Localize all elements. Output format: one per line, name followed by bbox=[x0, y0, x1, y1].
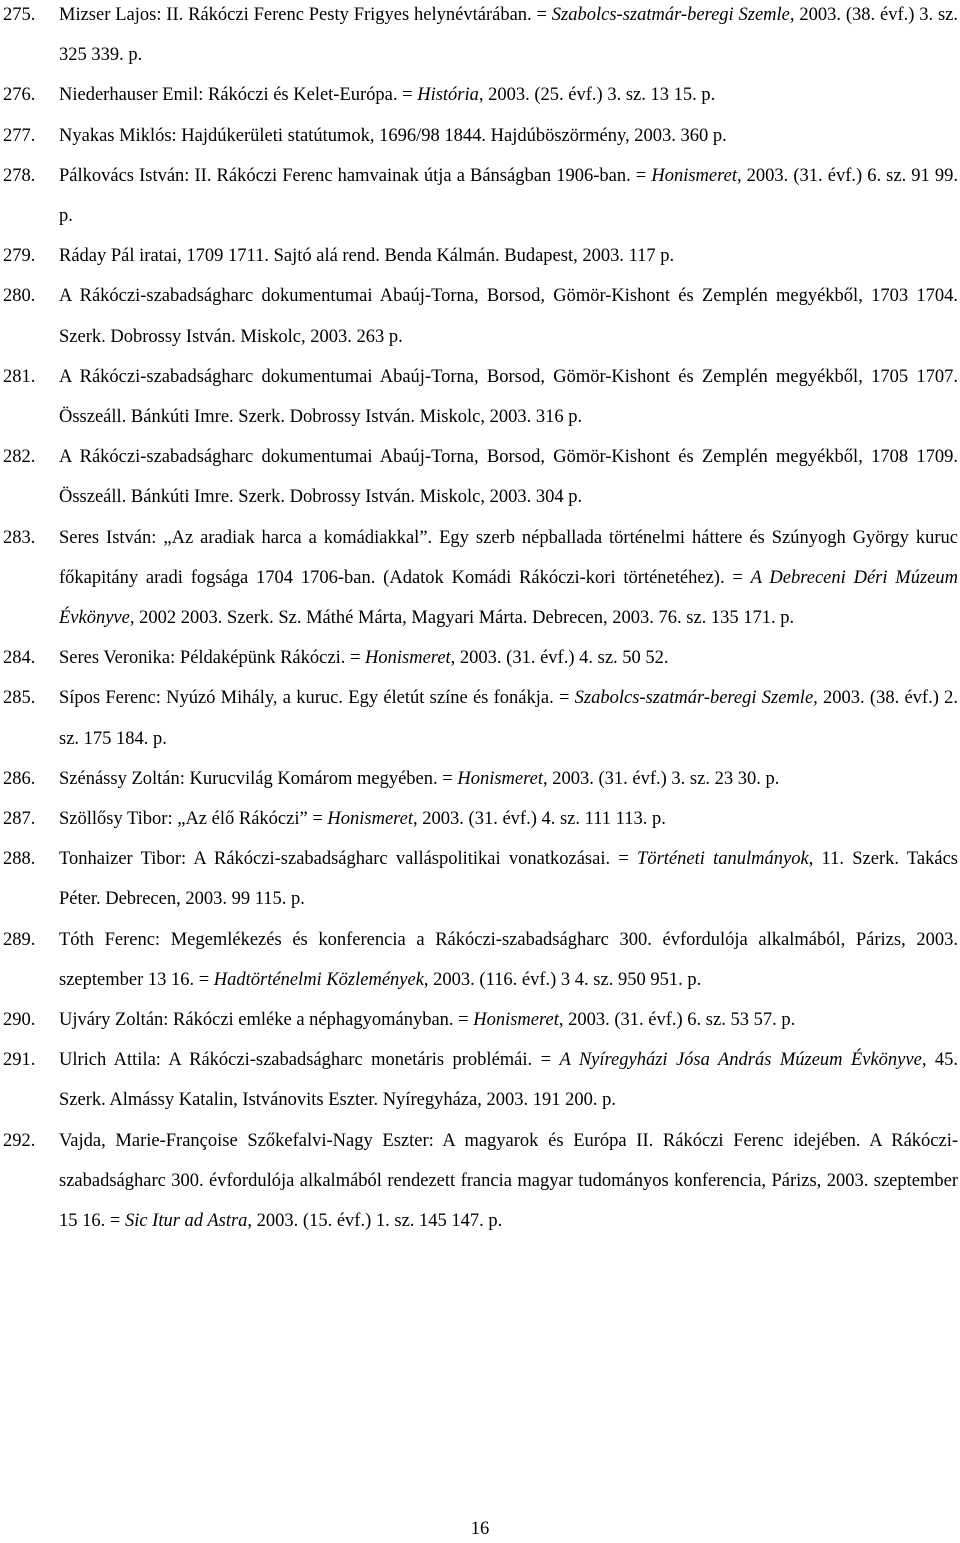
page-number: 16 bbox=[470, 1519, 490, 1539]
entry-text bbox=[59, 75, 958, 115]
entry-text-segment: Szénássy Zoltán: Kurucvilág Komárom megyében. = bbox=[59, 768, 458, 789]
entry-number: 281. bbox=[3, 366, 36, 387]
entry-text-segment: , 2003. (116. évf.) 3 4. sz. 950 951. p. bbox=[423, 969, 702, 990]
entry-text-segment: Vajda, Marie-Françoise Szőkefalvi-Nagy Eszter: A magyarok és Európa II. Rákóczi Ferenc idejében. A Rákóczi-szabadságharc 300. évfordulója alkalmából rendezett francia magyar tudományos konferencia, Párizs, 2003. szeptember 15 16. = bbox=[59, 1130, 958, 1232]
entry-text-segment: , 2003. (31. évf.) 4. sz. 50 52. bbox=[450, 648, 669, 669]
entry-source-title: Hadtörténelmi Közlemények bbox=[213, 969, 424, 990]
entry-text bbox=[59, 1000, 958, 1040]
entry-text-segment: Sípos Ferenc: Nyúzó Mihály, a kuruc. Egy életút színe és fonákja. = bbox=[59, 688, 575, 709]
entry-text-segment: Szöllősy Tibor: „Az élő Rákóczi” = bbox=[59, 809, 328, 830]
entry-text-segment: 45. Szerk. Almássy Katalin, Istvánovits Eszter. Nyíregyháza, 2003. 191 200. p. bbox=[59, 1050, 959, 1111]
entry-text bbox=[59, 678, 958, 758]
entry-number: 276. bbox=[3, 85, 36, 106]
entry-text-segment: Ulrich Attila: A Rákóczi-szabadságharc monetáris problémái. = bbox=[59, 1050, 560, 1071]
entry-text-segment: Seres István: „Az aradiak harca a komádiakkal”. Egy szerb népballada történelmi háttere és Szúnyogh György kuruc főkapitány aradi fogsága 1704 1706-ban. (Adatok Komádi Rákóczi-kori történetéhez). = bbox=[59, 527, 958, 588]
entry-text-segment: , 2003. (31. évf.) 6. sz. 53 57. p. bbox=[558, 1010, 796, 1031]
entry-text-segment: , 2003. (31. évf.) 3. sz. 23 30. p. bbox=[542, 768, 780, 789]
bibliography-entry bbox=[3, 638, 958, 678]
entry-text bbox=[59, 759, 958, 799]
bibliography-entry bbox=[3, 437, 958, 517]
bibliography-entry bbox=[3, 236, 958, 276]
entry-number: 279. bbox=[3, 246, 36, 267]
bibliography-entry bbox=[3, 75, 958, 115]
entry-text-segment: Seres Veronika: Példaképünk Rákóczi. = bbox=[59, 648, 366, 669]
entry-text-segment: Mizser Lajos: II. Rákóczi Ferenc Pesty Frigyes helynévtárában. = bbox=[59, 5, 552, 25]
entry-source-title: Honismeret bbox=[473, 1010, 559, 1031]
bibliography-entry bbox=[3, 1121, 958, 1242]
entry-text bbox=[59, 799, 958, 839]
entry-source-title: Szabolcs-szatmár-beregi Szemle bbox=[551, 5, 790, 25]
entry-text bbox=[59, 839, 958, 919]
entry-text-segment: Tóth Ferenc: Megemlékezés és konferencia a Rákóczi-szabadságharc 300. évfordulója alkalmából, Párizs, 2003. szeptember 13 16. = bbox=[59, 929, 958, 990]
entry-text-segment: Pálkovács István: II. Rákóczi Ferenc hamvainak útja a Bánságban 1906-ban. = bbox=[59, 165, 652, 186]
entry-text-segment: Nyakas Miklós: Hajdúkerületi statútumok, 1696/98 1844. Hajdúböszörmény, 2003. 360 p. bbox=[59, 125, 727, 146]
entry-text-segment: , 2003. (25. évf.) 3. sz. 13 15. p. bbox=[478, 85, 716, 106]
entry-text-segment: , 2003. (15. évf.) 1. sz. 145 147. p. bbox=[247, 1211, 503, 1232]
bibliography-entry bbox=[3, 759, 958, 799]
entry-source-title: Honismeret bbox=[457, 768, 543, 789]
bibliography-entry bbox=[3, 116, 958, 156]
entry-number: 284. bbox=[3, 648, 36, 669]
bibliography-entry bbox=[3, 156, 958, 236]
entry-text bbox=[59, 156, 958, 236]
entry-text-segment: A Rákóczi-szabadságharc dokumentumai Abaúj-Torna, Borsod, Gömör-Kishont és Zemplén megyékből, 1703 1704. Szerk. Dobrossy István. Miskolc, 2003. 263 p. bbox=[59, 286, 958, 347]
entry-text bbox=[59, 236, 958, 276]
entry-source-title: Szabolcs-szatmár-beregi Szemle, bbox=[574, 688, 818, 709]
entry-text-segment: A Rákóczi-szabadságharc dokumentumai Abaúj-Torna, Borsod, Gömör-Kishont és Zemplén megyékből, 1708 1709. Összeáll. Bánkúti Imre. Szerk. Dobrossy István. Miskolc, 2003. 304 p. bbox=[59, 447, 958, 508]
bibliography-entry bbox=[3, 357, 958, 437]
entry-text bbox=[59, 1121, 958, 1242]
entry-number: 290. bbox=[3, 1010, 36, 1031]
entry-text bbox=[59, 0, 958, 75]
entry-source-title: Honismeret bbox=[365, 648, 451, 669]
bibliography-entry bbox=[3, 276, 958, 356]
entry-text bbox=[59, 920, 958, 1000]
entry-text bbox=[59, 357, 958, 437]
entry-number: 289. bbox=[3, 929, 36, 950]
entry-text bbox=[59, 116, 958, 156]
entry-text-segment: Ráday Pál iratai, 1709 1711. Sajtó alá rend. Benda Kálmán. Budapest, 2003. 117 p. bbox=[59, 246, 675, 267]
entry-source-title: A Nyíregyházi Jósa András Múzeum Évkönyve, bbox=[559, 1050, 927, 1071]
entry-text-segment: 2003. (38. évf.) 2. sz. 175 184. p. bbox=[59, 688, 959, 749]
entry-source-title: Honismeret bbox=[651, 165, 737, 186]
entry-number: 280. bbox=[3, 286, 36, 307]
entry-number: 286. bbox=[3, 768, 36, 789]
entry-text-segment: , 2003. (31. évf.) 6. sz. 91 99. p. bbox=[59, 165, 958, 227]
bibliography-list bbox=[3, 0, 958, 1241]
entry-number: 285. bbox=[3, 688, 36, 709]
entry-text bbox=[59, 638, 958, 678]
entry-text bbox=[59, 437, 958, 517]
entry-number: 288. bbox=[3, 849, 36, 870]
bibliography-entry bbox=[3, 518, 958, 639]
entry-number: 282. bbox=[3, 447, 36, 468]
entry-number: 292. bbox=[3, 1130, 36, 1151]
entry-text bbox=[59, 1040, 958, 1120]
entry-text-segment: A Rákóczi-szabadságharc dokumentumai Abaúj-Torna, Borsod, Gömör-Kishont és Zemplén megyékből, 1705 1707. Összeáll. Bánkúti Imre. Szerk. Dobrossy István. Miskolc, 2003. 316 p. bbox=[59, 366, 958, 428]
bibliography-entry bbox=[3, 1000, 958, 1040]
entry-text-segment: , 2003. (31. évf.) 4. sz. 111 113. p. bbox=[413, 809, 666, 830]
entry-number: 278. bbox=[3, 165, 36, 186]
entry-source-title: Történeti tanulmányok bbox=[637, 849, 809, 870]
bibliography-entry bbox=[3, 1040, 958, 1120]
entry-number: 291. bbox=[3, 1050, 36, 1071]
bibliography-entry bbox=[3, 0, 958, 75]
entry-text-segment: Tonhaizer Tibor: A Rákóczi-szabadságharc valláspolitikai vonatkozásai. = bbox=[59, 849, 638, 870]
entry-text bbox=[59, 276, 958, 356]
entry-text-segment: , 11. Szerk. Takács Péter. Debrecen, 2003. 99 115. p. bbox=[59, 849, 958, 910]
bibliography-entry bbox=[3, 678, 958, 758]
entry-text-segment: , 2002 2003. Szerk. Sz. Máthé Márta, Magyari Márta. Debrecen, 2003. 76. sz. 135 171. p. bbox=[129, 608, 795, 629]
entry-text bbox=[59, 518, 958, 639]
bibliography-entry bbox=[3, 920, 958, 1000]
entry-source-title: Sic Itur ad Astra bbox=[124, 1211, 248, 1232]
entry-number: 275. bbox=[3, 5, 36, 25]
entry-number: 287. bbox=[3, 809, 36, 830]
entry-source-title: A Debreceni Déri Múzeum Évkönyve bbox=[59, 567, 958, 629]
entry-text-segment: Ujváry Zoltán: Rákóczi emléke a néphagyományban. = bbox=[59, 1010, 474, 1031]
entry-source-title: História bbox=[417, 85, 479, 106]
bibliography-entry bbox=[3, 839, 958, 919]
entry-number: 283. bbox=[3, 527, 36, 548]
entry-source-title: Honismeret bbox=[327, 809, 414, 830]
bibliography-entry bbox=[3, 799, 958, 839]
entry-text-segment: , 2003. (38. évf.) 3. sz. 325 339. p. bbox=[59, 5, 959, 66]
entry-number: 277. bbox=[3, 125, 36, 146]
entry-text-segment: Niederhauser Emil: Rákóczi és Kelet-Európa. = bbox=[59, 85, 418, 106]
